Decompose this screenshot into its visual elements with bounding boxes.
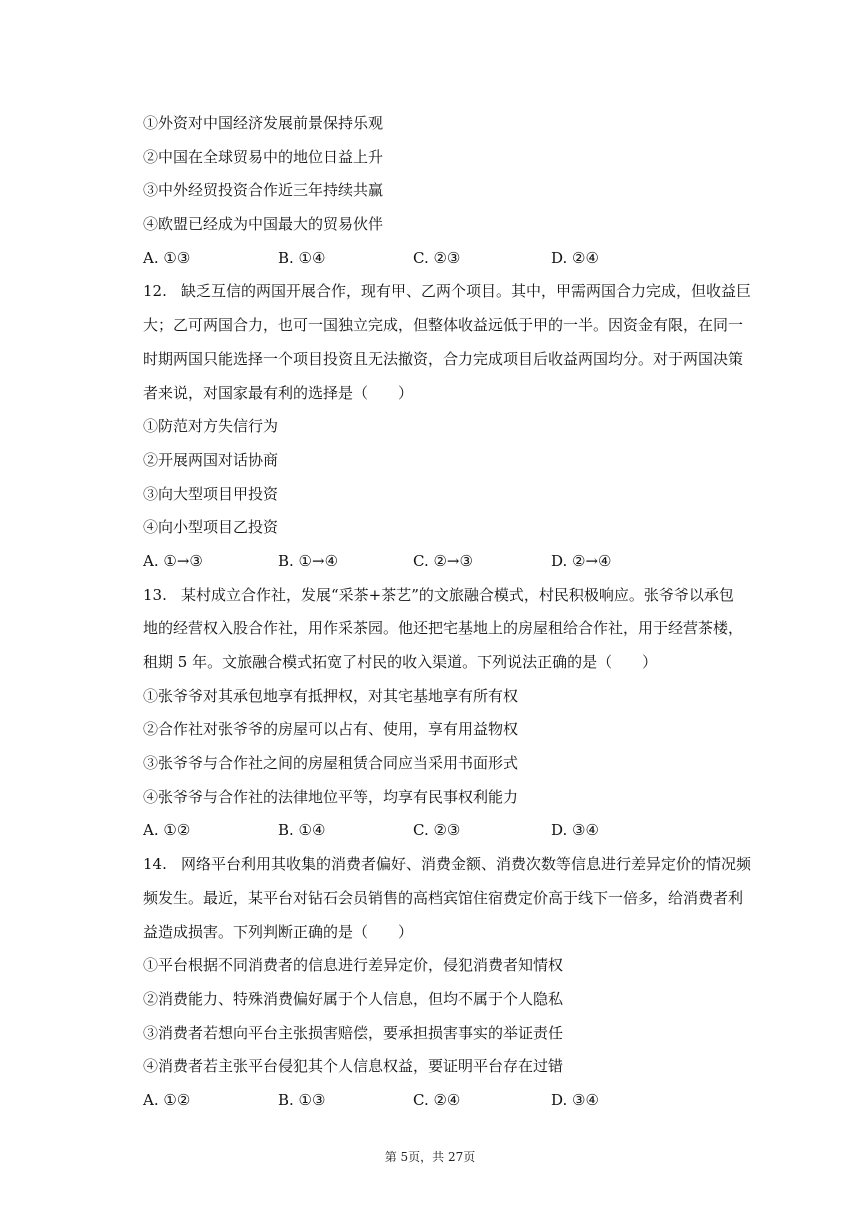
option-b: B. ①→④ (278, 551, 339, 570)
statement-item: ①防范对方失信行为 (143, 417, 279, 436)
question-stem-line: 频发生。最近，某平台对钻石会员销售的高档宾馆住宿费定价高于线下一倍多，给消费者利 (143, 888, 744, 907)
answer-options (143, 814, 753, 848)
question-stem-line: 地的经营权入股合作社，用作采茶园。他还把宅基地上的房屋租给合作社，用于经营茶楼， (143, 619, 744, 638)
option-d: D. ③④ (551, 821, 599, 840)
statement-item: ④消费者若主张平台侵犯其个人信息权益，要证明平台存在过错 (143, 1057, 564, 1076)
option-a: A. ①② (143, 821, 191, 840)
option-c: C. ②③ (413, 248, 461, 267)
statement-item: ③张爷爷与合作社之间的房屋租赁合同应当采用书面形式 (143, 754, 519, 773)
statement-item: ②合作社对张爷爷的房屋可以占有、使用，享有用益物权 (143, 720, 519, 739)
statement-item: ③中外经贸投资合作近三年持续共赢 (143, 181, 384, 200)
question-stem-line: 13. 某村成立合作社，发展“采茶+茶艺”的文旅融合模式，村民积极响应。张爷爷以承包 (143, 579, 753, 613)
option-b: B. ①③ (278, 1090, 326, 1109)
statement-item: ②中国在全球贸易中的地位日益上升 (143, 147, 384, 166)
statement-item: ①外资对中国经济发展前景保持乐观 (143, 114, 384, 132)
page-content (143, 107, 753, 1118)
statement-item: ④向小型项目乙投资 (143, 518, 279, 537)
statement-item: ④欧盟已经成为中国最大的贸易伙伴 (143, 215, 384, 234)
option-d: D. ③④ (551, 1090, 599, 1109)
option-a: A. ①② (143, 1090, 191, 1109)
option-c: C. ②④ (413, 1090, 461, 1109)
statement-item: ③向大型项目甲投资 (143, 484, 279, 503)
statement-item: ③消费者若想向平台主张损害赔偿，要承担损害事实的举证责任 (143, 1023, 564, 1042)
statement-item: ④张爷爷与合作社的法律地位平等，均享有民事权利能力 (143, 787, 519, 806)
question-stem-line: 14. 网络平台利用其收集的消费者偏好、消费金额、消费次数等信息进行差异定价的情况频 (143, 848, 753, 882)
answer-options (143, 545, 753, 579)
option-d: D. ②→④ (551, 551, 612, 570)
answer-options (143, 242, 753, 276)
option-a: A. ①③ (143, 248, 191, 267)
option-a: A. ①→③ (143, 551, 203, 570)
option-b: B. ①④ (278, 248, 326, 267)
question-stem-line: 12. 缺乏互信的两国开展合作，现有甲、乙两个项目。其中，甲需两国合力完成，但收益巨 (143, 275, 753, 309)
page-footer: 第 5页，共 27页 (384, 1150, 476, 1164)
statement-item: ①张爷爷对其承包地享有抵押权，对其宅基地享有所有权 (143, 686, 519, 705)
option-c: C. ②→③ (413, 551, 473, 570)
statement-item: ②消费能力、特殊消费偏好属于个人信息，但均不属于个人隐私 (143, 989, 564, 1008)
question-stem-line: 租期 5 年。文旅融合模式拓宽了村民的收入渠道。下列说法正确的是（ ） (143, 653, 658, 671)
question-stem-line: 大；乙可两国合力，也可一国独立完成，但整体收益远低于甲的一半。因资金有限，在同一 (143, 316, 744, 335)
question-stem-line: 益造成损害。下列判断正确的是（ ） (143, 922, 414, 941)
question-stem-line: 者来说，对国家最有利的选择是（ ） (143, 383, 414, 402)
statement-item: ②开展两国对话协商 (143, 450, 279, 469)
statement-item: ①平台根据不同消费者的信息进行差异定价，侵犯消费者知情权 (143, 956, 564, 975)
question-stem-line: 时期两国只能选择一个项目投资且无法撤资，合力完成项目后收益两国均分。对于两国决策 (143, 349, 744, 368)
option-d: D. ②④ (551, 248, 599, 267)
question-number: 13. (143, 585, 167, 604)
answer-options (143, 1084, 753, 1118)
question-number: 12. (143, 282, 167, 301)
option-c: C. ②③ (413, 821, 461, 840)
option-b: B. ①④ (278, 821, 326, 840)
question-number: 14. (143, 855, 167, 874)
